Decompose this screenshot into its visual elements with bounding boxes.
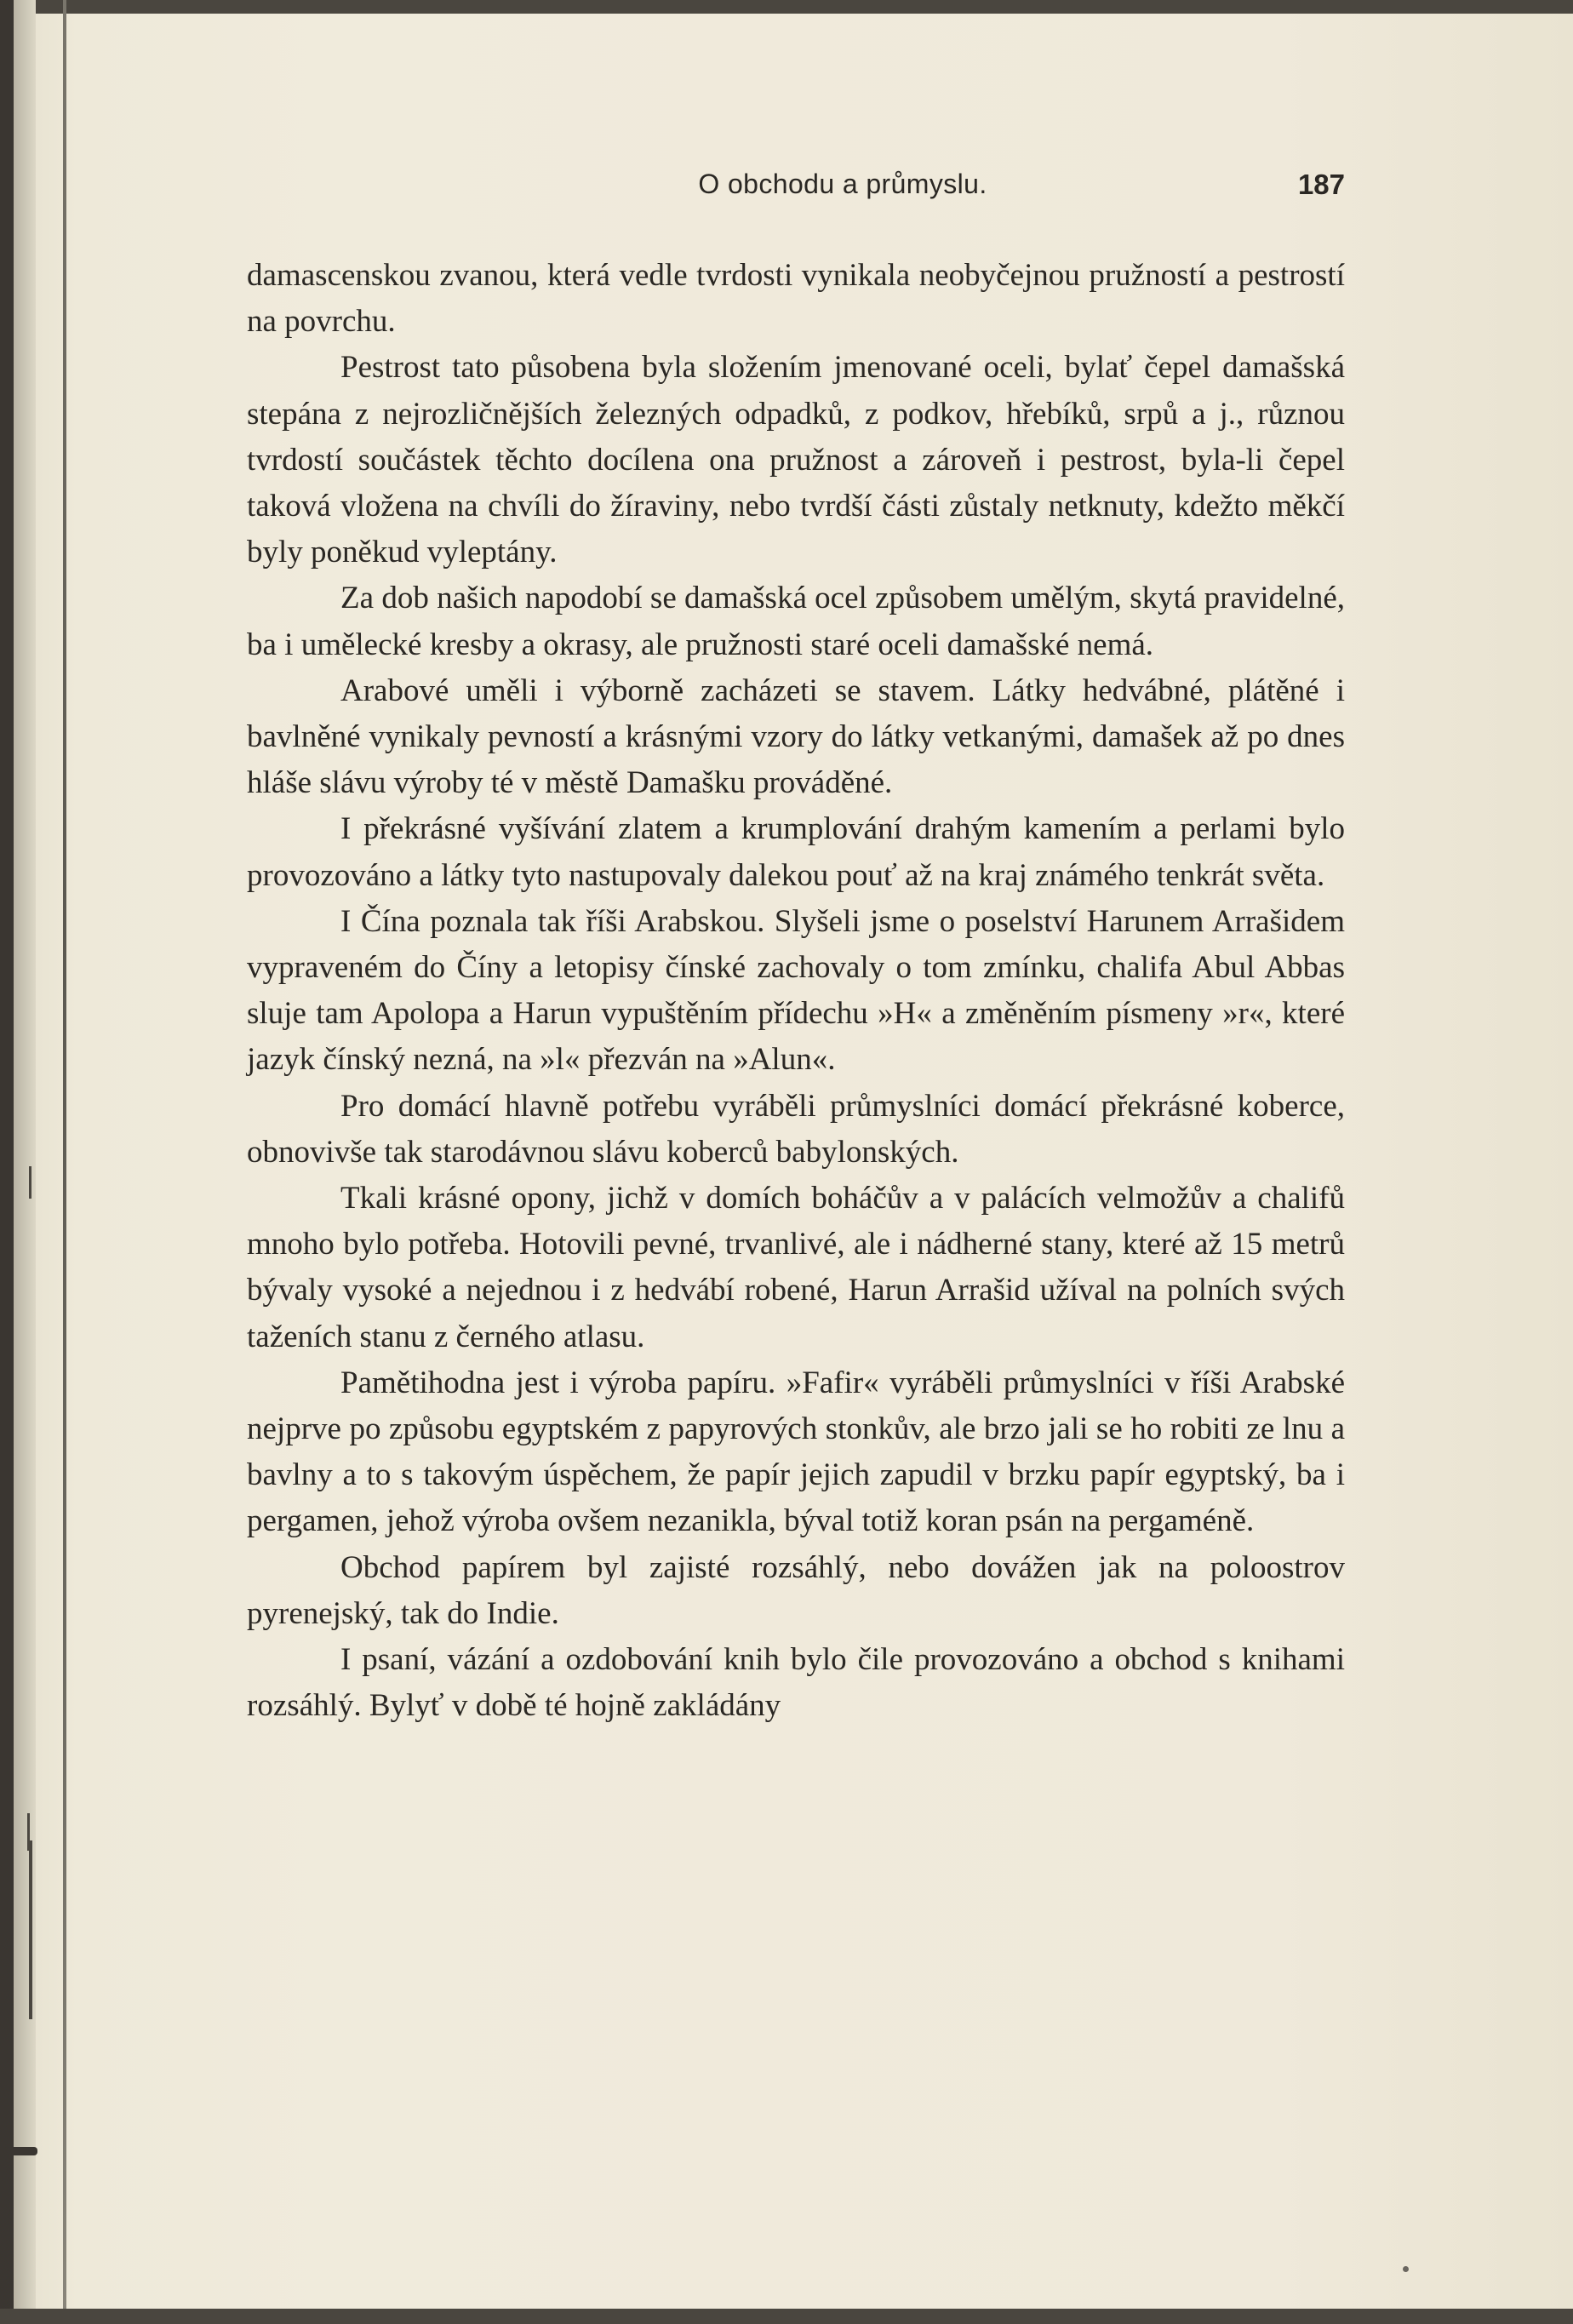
margin-arrow-mark [3, 2147, 37, 2155]
ink-speck [1403, 2266, 1409, 2272]
margin-tick-mark [29, 1840, 32, 2019]
scan-top-border [0, 0, 1573, 14]
paragraph: I psaní, vázání a ozdobování knih bylo čile provozováno a obchod s knihami rozsáhlý. Bylyť v době té hojně zakládány [247, 1642, 1345, 1724]
body-text [247, 253, 1345, 1730]
paragraph: I Čína poznala tak říši Arabskou. Slyšeli jsme o poselství Harunem Arrašidem vypraveném do Číny a letopisy čínské zachovaly o tom zmínku, chalifa Abul Abbas sluje tam Apolopa a Harun vypuštěním přídechu »H« a změněním písmeny »r«, které jazyk čínský nezná, na »l« přezván na »Alun«. [247, 903, 1345, 1078]
paragraph: Za dob našich napodobí se damašská ocel způsobem umělým, skytá pravidelné, ba i umělecké kresby a okrasy, ale pružnosti staré oceli damašské nemá. [247, 581, 1345, 662]
gutter-shadow [14, 0, 36, 2324]
page-header [247, 169, 1345, 216]
paragraph: Arabové uměli i výborně zacházeti se stavem. Látky hedvábné, plátěné i bavlněné vynikaly pevností a krásnými vzory do látky vetkanými, damašek až po dnes hláše slávu výroby té v městě Damašku prováděné. [247, 673, 1345, 801]
paragraph: damascenskou zvanou, která vedle tvrdosti vynikala neobyčejnou pružností a pestrostí na povrchu. [247, 258, 1345, 340]
paragraph: Pestrost tato působena byla složením jmenované oceli, bylať čepel damašská stepána z nejrozličnějších železných odpadků, z podkov, hřebíků, srpů a j., různou tvrdostí součástek těchto docílena ona pružnost a zároveň i pestrost, byla-li čepel taková vložena na chvíli do žíraviny, nebo tvrdší části zůstaly netknuty, kdežto měkčí byly poněkud vyleptány. [247, 350, 1345, 570]
paragraph: Obchod papírem byl zajisté rozsáhlý, nebo dovážen jak na poloostrov pyrenejský, tak do Indie. [247, 1549, 1345, 1631]
page-number: 187 [1297, 169, 1345, 200]
book-binding-edge [0, 0, 14, 2324]
running-title: O obchodu a průmyslu. [698, 169, 987, 199]
paragraph: Pamětihodna jest i výroba papíru. »Fafir« vyráběli průmyslníci v říši Arabské nejprve po způsobu egyptském z papyrových stonkův, ale brzo jali se ho robiti ze lnu a bavlny a to s takovým úspěchem, že papír jejich zapudil v brzku papír egyptský, ba i pergamen, jehož výroba ovšem nezanikla, býval totiž koran psán na pergaméně. [247, 1365, 1345, 1539]
margin-tick-mark [29, 1166, 31, 1199]
paragraph: Tkali krásné opony, jichž v domích boháčův a v palácích velmožův a chalifů mnoho bylo potřeba. Hotovili pevné, trvanlivé, ale i nádherné stany, které až 15 metrů bývaly vysoké a nejednou i z hedvábí robené, Harun Arrašid užíval na polních svých taženích stanu z černého atlasu. [247, 1181, 1345, 1354]
paragraph: I překrásné vyšívání zlatem a krumplování drahým kamením a perlami bylo provozováno a látky tyto nastupovaly dalekou pouť až na kraj známého tenkrát světa. [247, 811, 1345, 893]
paragraph: Pro domácí hlavně potřebu vyráběli průmyslníci domácí překrásné koberce, obnovivše tak starodávnou slávu koberců babylonských. [247, 1088, 1345, 1170]
page-fold-line [63, 0, 66, 2324]
scan-bottom-border [0, 2309, 1573, 2324]
